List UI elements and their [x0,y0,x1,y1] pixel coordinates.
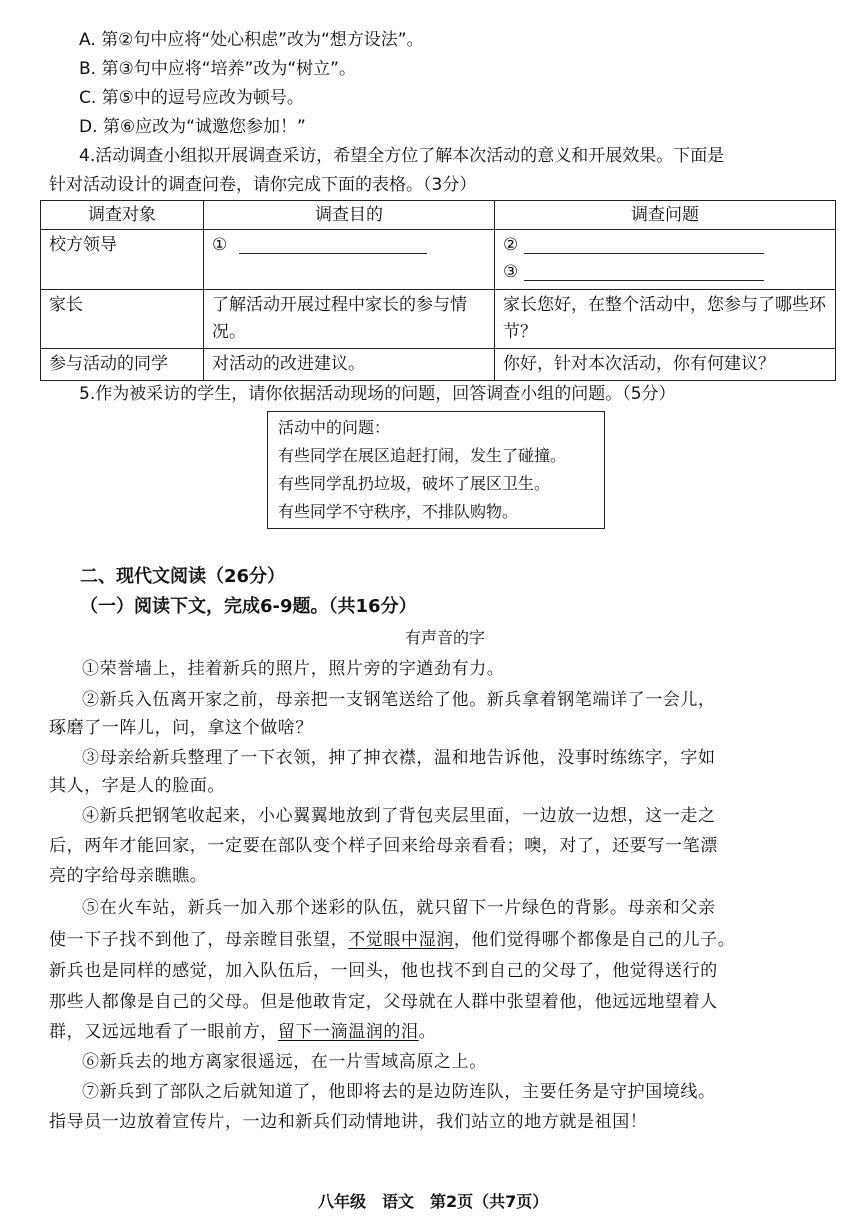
cell-question: 家长您好，在整个活动中，您参与了哪些环节？ [495,290,836,349]
answer-blank-line[interactable] [239,237,427,254]
answer-blank-line[interactable] [524,237,764,254]
question-4-line1: 4.活动调查小组拟开展调查采访，希望全方位了解本次活动的意义和开展效果。下面是 [79,146,725,166]
header-subject: 调查对象 [41,201,204,230]
article-paragraph: 指导员一边放着宣传片，一边和新兵们动情地讲，我们站立的地方就是祖国！ [49,1112,648,1132]
problem-item: 有些同学在展区追赶打闹，发生了碰撞。 [278,446,567,465]
article-paragraph: ③母亲给新兵整理了一下衣领，抻了抻衣襟，温和地告诉他，没事时练练字，字如 [82,748,716,768]
cell-purpose [204,230,495,290]
cell-subject: 参与活动的同学 [41,349,204,381]
table-row [41,290,836,349]
article-paragraph: ①荣誉墙上，挂着新兵的照片，照片旁的字遒劲有力。 [82,659,505,679]
option-b: B. 第③句中应将“培养”改为“树立”。 [79,59,356,79]
text-segment: 群，又远远地看了一眼前方， [49,1022,278,1042]
underlined-phrase: 不觉眼中湿润 [348,930,454,950]
article-paragraph: ⑥新兵去的地方离家很遥远，在一片雪域高原之上。 [82,1052,487,1072]
table-row [41,230,836,290]
article-paragraph: 其人，字是人的脸面。 [49,776,225,796]
question-5: 5.作为被采访的学生，请你依据活动现场的问题，回答调查小组的问题。（5分） [79,384,676,404]
option-d: D. 第⑥应改为“诚邀您参加！” [79,117,306,137]
article-paragraph: 那些人都像是自己的父母。但是他敢肯定，父母就在人群中张望着他，他远远地望着人 [49,992,718,1012]
question-4-line2: 针对活动设计的调查问卷，请你完成下面的表格。（3分） [49,175,477,195]
article-paragraph: ②新兵入伍离开家之前，母亲把一支钢笔送给了他。新兵拿着钢笔端详了一会儿， [82,690,716,710]
cell-subject: 校方领导 [41,230,204,290]
article-title: 有声音的字 [405,628,486,647]
article-paragraph [49,1017,799,1048]
page-footer: 八年级 语文 第2页（共7页） [318,1192,549,1211]
article-paragraph: ⑤在火车站，新兵一加入那个迷彩的队伍，就只留下一片绿色的背影。母亲和父亲 [82,898,716,918]
survey-table [40,200,836,381]
problem-box [267,411,605,529]
section-heading: 二、现代文阅读（26分） [80,566,286,587]
problem-box-title: 活动中的问题： [278,418,391,437]
answer-blank-number: ② [503,235,519,255]
article-paragraph: ④新兵把钢笔收起来，小心翼翼地放到了背包夹层里面，一边放一边想，这一走之 [82,806,716,826]
article-paragraph: 琢磨了一阵儿，问，拿这个做啥？ [49,718,313,738]
header-purpose: 调查目的 [204,201,495,230]
table-row [41,349,836,381]
answer-blank-line[interactable] [524,264,764,281]
underlined-phrase: 留下一滴温润的泪 [277,1022,419,1042]
cell-purpose: 了解活动开展过程中家长的参与情况。 [204,290,495,349]
answer-blank-number: ③ [503,262,519,282]
answer-blank-number: ① [212,235,228,255]
article-paragraph: 新兵也是同样的感觉，加入队伍后，一回头，他也找不到自己的父母了，他觉得送行的 [49,961,718,981]
problem-item: 有些同学不守秩序，不排队购物。 [278,502,519,521]
article-paragraph: 后，两年才能回家，一定要在部队变个样子回来给母亲看看；噢，对了，还要写一笔漂 [49,836,718,856]
subsection-heading: （一）阅读下文，完成6-9题。（共16分） [80,596,417,617]
header-questions: 调查问题 [495,201,836,230]
text-segment: ，他们觉得哪个都像是自己的儿子。 [453,930,736,950]
article-paragraph: ⑦新兵到了部队之后就知道了，他即将去的是边防连队，主要任务是守护国境线。 [82,1082,716,1102]
text-segment: 使一下子找不到他了，母亲瞠目张望， [49,930,349,950]
problem-item: 有些同学乱扔垃圾，破坏了展区卫生。 [278,474,551,493]
text-segment: 。 [418,1022,437,1042]
cell-question: 你好，针对本次活动，你有何建议？ [495,349,836,381]
article-paragraph [49,925,799,956]
cell-subject: 家长 [41,290,204,349]
article-paragraph: 亮的字给母亲瞧瞧。 [49,866,208,886]
table-header-row [41,201,836,230]
cell-questions [495,230,836,290]
cell-purpose: 对活动的改进建议。 [204,349,495,381]
option-c: C. 第⑤中的逗号应改为顿号。 [79,88,304,108]
option-a: A. 第②句中应将“处心积虑”改为“想方设法”。 [79,30,424,50]
